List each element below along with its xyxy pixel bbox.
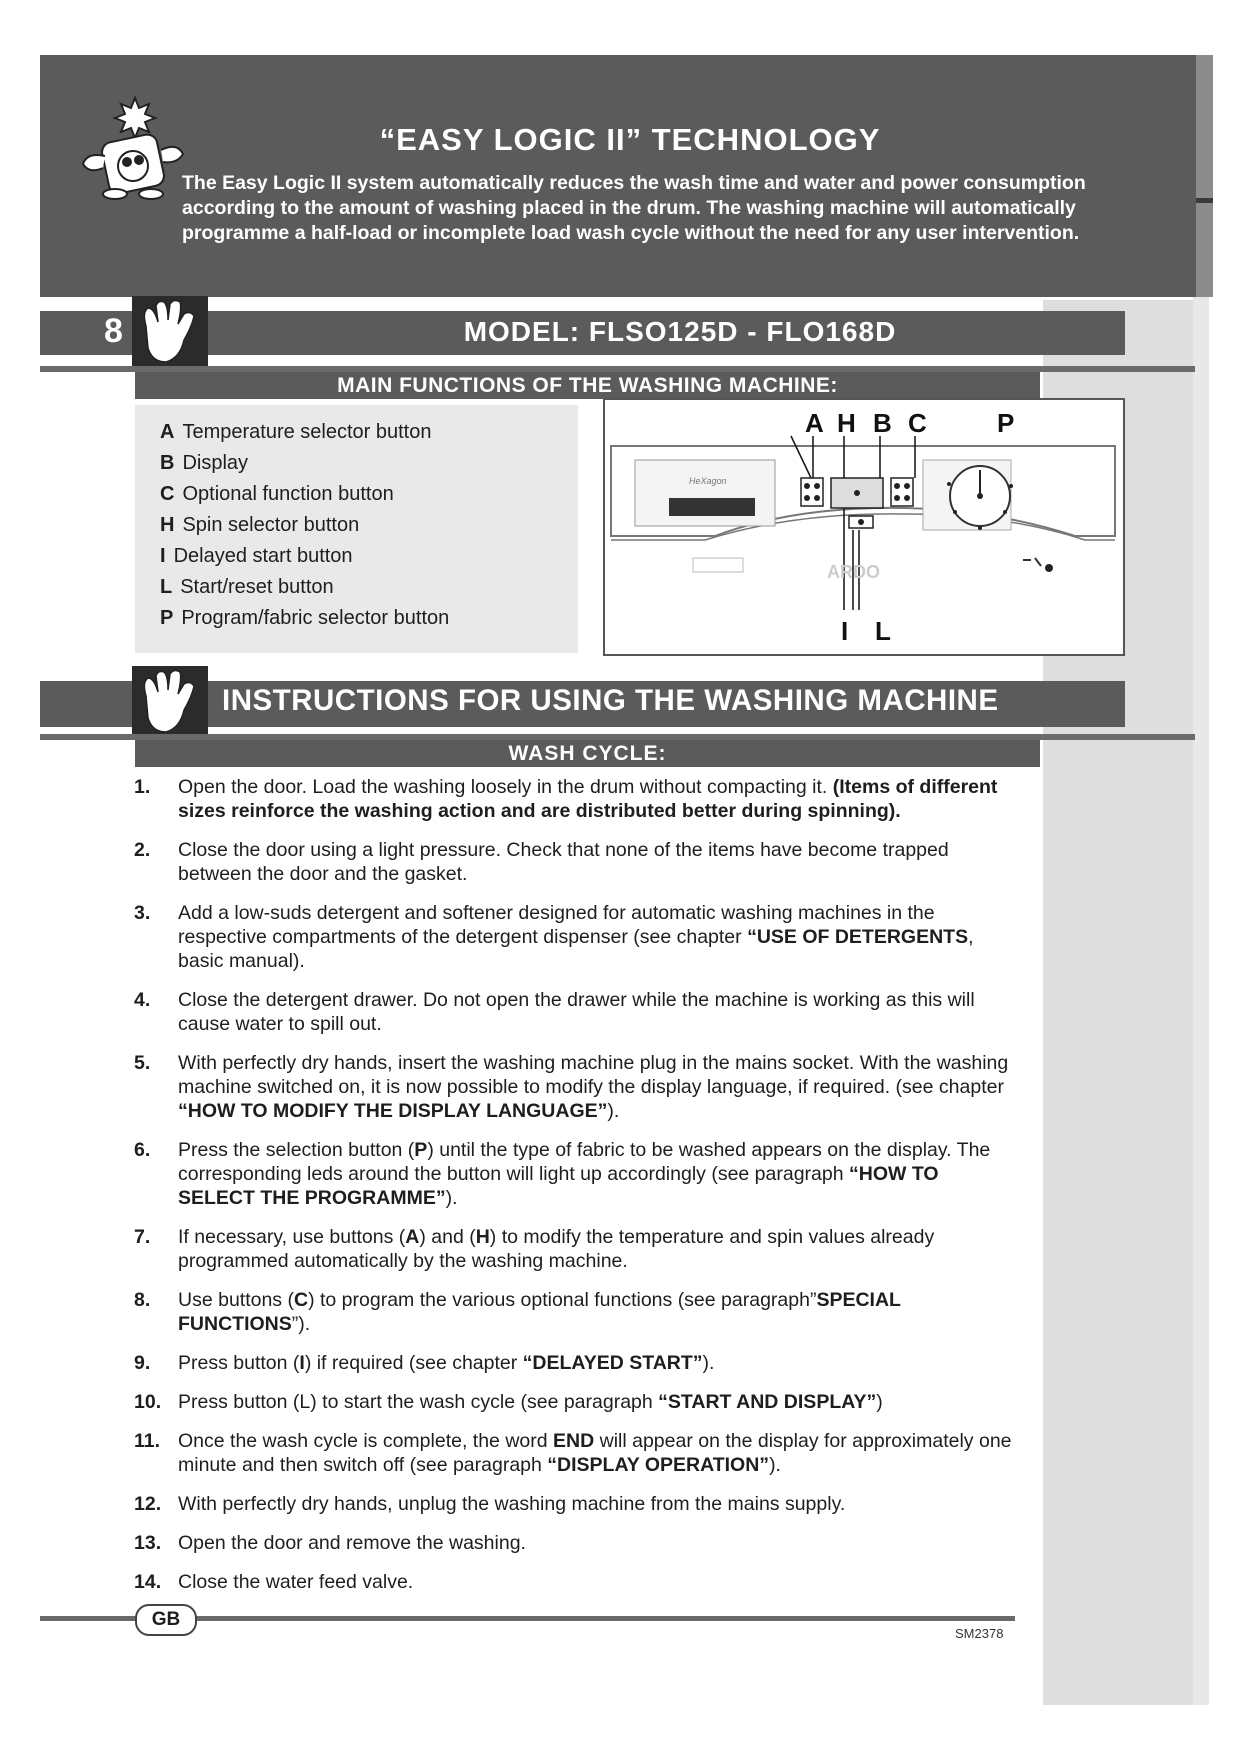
main-functions-title: MAIN FUNCTIONS OF THE WASHING MACHINE:: [337, 374, 838, 397]
step-8: [134, 1288, 1014, 1336]
step-text: ): [876, 1391, 883, 1413]
function-key: B: [160, 452, 175, 474]
step-number: 14.: [134, 1571, 162, 1593]
function-item: [160, 572, 449, 603]
step-text: ) and (: [419, 1226, 476, 1248]
function-label: Start/reset button: [180, 576, 334, 598]
step-text: ) if required (see chapter: [304, 1352, 518, 1374]
brand-logo: ARDO: [827, 562, 880, 582]
step-2: [134, 838, 1014, 886]
step-text-bold: “START AND DISPLAY”: [658, 1391, 877, 1413]
step-text: If necessary, use buttons (: [178, 1226, 406, 1248]
washing-machine-mascot-icon: [75, 92, 195, 202]
label-l: L: [875, 616, 891, 646]
step-12: [134, 1492, 1014, 1516]
label-c: C: [908, 408, 927, 438]
step-number: 11.: [134, 1430, 161, 1452]
step-text: ).: [769, 1454, 781, 1476]
step-text: Add a low-suds detergent and softener designed for automatic washing machines in the respective compartments of the detergent dispenser (see chapter: [178, 902, 935, 948]
step-text: will appear on the display for approximately one minute and then switch off (see paragraph: [178, 1430, 1012, 1476]
step-10: [134, 1390, 1014, 1414]
step-text-bold: END: [553, 1430, 595, 1452]
step-text: ).: [607, 1100, 620, 1122]
step-text-bold: A: [405, 1226, 420, 1248]
step-text-bold: “HOW TO MODIFY THE DISPLAY LANGUAGE”: [178, 1100, 608, 1122]
step-text-bold: SPECIAL FUNCTIONS: [178, 1289, 901, 1335]
functions-list: [160, 417, 449, 634]
function-key: H: [160, 514, 175, 536]
function-key: C: [160, 483, 175, 505]
function-item: [160, 448, 449, 479]
step-text: Close the detergent drawer. Do not open the drawer while the machine is working as this will cause water to spill out.: [178, 989, 975, 1035]
step-text-bold: “DISPLAY OPERATION”: [547, 1454, 770, 1476]
step-14: [134, 1570, 1014, 1594]
step-text: Close the water feed valve.: [178, 1571, 414, 1593]
step-text: Press the selection button (: [178, 1139, 415, 1161]
easy-logic-title: “EASY LOGIC II” TECHNOLOGY: [379, 122, 881, 157]
step-number: 8.: [134, 1289, 151, 1311]
step-5: [134, 1051, 1014, 1123]
step-9: [134, 1351, 1014, 1375]
step-text: With perfectly dry hands, unplug the washing machine from the mains supply.: [178, 1493, 846, 1515]
step-7: [134, 1225, 1014, 1273]
function-label: Delayed start button: [173, 545, 353, 567]
step-text: Use buttons (: [178, 1289, 294, 1311]
function-label: Temperature selector button: [182, 421, 432, 443]
step-text-bold: (Items of different sizes reinforce the washing action and are distributed better during spinning).: [178, 776, 998, 822]
hand-icon: [132, 296, 208, 366]
panel-brand-text: HeXagon: [689, 476, 727, 486]
label-b: B: [873, 408, 892, 438]
step-text-bold: H: [475, 1226, 490, 1248]
document-code: SM2378: [955, 1626, 1004, 1641]
function-key: L: [160, 576, 173, 598]
function-item: [160, 417, 449, 448]
step-1: [134, 775, 1014, 823]
step-text-bold: P: [414, 1139, 428, 1161]
page-number: 8: [104, 312, 123, 350]
step-text-bold: “DELAYED START”: [522, 1352, 703, 1374]
language-badge: GB: [135, 1604, 197, 1636]
hand-icon: [132, 666, 208, 736]
step-number: 9.: [134, 1352, 151, 1374]
step-text: Once the wash cycle is complete, the word: [178, 1430, 548, 1452]
function-key: I: [160, 545, 166, 567]
right-margin-edge: [1193, 60, 1209, 1705]
step-4: [134, 988, 1014, 1036]
step-text: Open the door and remove the washing.: [178, 1532, 526, 1554]
label-a: A: [805, 408, 824, 438]
easy-logic-description: The Easy Logic II system automatically reduces the wash time and water and power consumption according to the amount of washing placed in the drum. The washing machine will automatically programme a half-load or incomplete load wash cycle without the need for any user intervention.: [182, 172, 1086, 244]
function-label: Spin selector button: [182, 514, 360, 536]
step-number: 10.: [134, 1391, 162, 1413]
control-panel-diagram: [603, 398, 1125, 656]
step-number: 12.: [134, 1493, 162, 1515]
step-text: ).: [445, 1187, 458, 1209]
step-3: [134, 901, 1014, 973]
step-text: With perfectly dry hands, insert the washing machine plug in the mains socket. With the washing machine switched on, it is now possible to modify the display language, if required. (see chapter: [178, 1052, 1009, 1098]
step-6: [134, 1138, 1014, 1210]
step-number: 3.: [134, 902, 151, 924]
step-text: ) until the type of fabric to be washed appears on the display. The corresponding leds around the button will light up accordingly (see paragraph: [178, 1139, 991, 1185]
step-text: ).: [702, 1352, 715, 1374]
label-p: P: [997, 408, 1015, 438]
step-text: Press button (L) to start the wash cycle (see paragraph: [178, 1391, 653, 1413]
step-number: 4.: [134, 989, 151, 1011]
function-item: [160, 510, 449, 541]
label-h: H: [837, 408, 856, 438]
function-item: [160, 603, 449, 634]
step-number: 7.: [134, 1226, 151, 1248]
function-key: P: [160, 607, 174, 629]
step-number: 5.: [134, 1052, 151, 1074]
step-text: ”).: [291, 1313, 311, 1335]
step-number: 2.: [134, 839, 151, 861]
step-text: ) to modify the temperature and spin values already programmed automatically by the washing machine.: [178, 1226, 935, 1272]
step-text: , basic manual).: [178, 926, 974, 972]
label-i: I: [841, 616, 849, 646]
step-text: Open the door. Load the washing loosely in the drum without compacting it.: [178, 776, 828, 798]
step-number: 13.: [134, 1532, 162, 1554]
control-panel-drawing: [605, 400, 1123, 654]
step-13: [134, 1531, 1014, 1555]
wash-cycle-title: WASH CYCLE:: [508, 742, 667, 765]
step-11: [134, 1429, 1014, 1477]
function-label: Display: [182, 452, 249, 474]
step-text: Press button (: [178, 1352, 300, 1374]
function-label: Program/fabric selector button: [181, 607, 450, 629]
wash-cycle-steps: [134, 775, 1014, 1609]
function-label: Optional function button: [182, 483, 394, 505]
step-text-bold: “USE OF DETERGENTS: [747, 926, 969, 948]
edge-tick: [1196, 198, 1213, 203]
instructions-title: INSTRUCTIONS FOR USING THE WASHING MACHINE: [222, 684, 999, 717]
step-text-bold: C: [293, 1289, 309, 1311]
step-number: 6.: [134, 1139, 151, 1161]
function-item: [160, 541, 449, 572]
function-key: A: [160, 421, 175, 443]
step-number: 1.: [134, 776, 151, 798]
step-text: Close the door using a light pressure. Check that none of the items have become trapped between the door and the gasket.: [178, 839, 949, 885]
step-text: ) to program the various optional functions (see paragraph”: [308, 1289, 817, 1311]
model-title: MODEL: FLSO125D - FLO168D: [463, 316, 897, 347]
function-item: [160, 479, 449, 510]
step-text-bold: “HOW TO SELECT THE PROGRAMME”: [178, 1163, 939, 1209]
step-text-bold: I: [299, 1352, 305, 1374]
easy-logic-panel-edge: [1196, 55, 1213, 297]
